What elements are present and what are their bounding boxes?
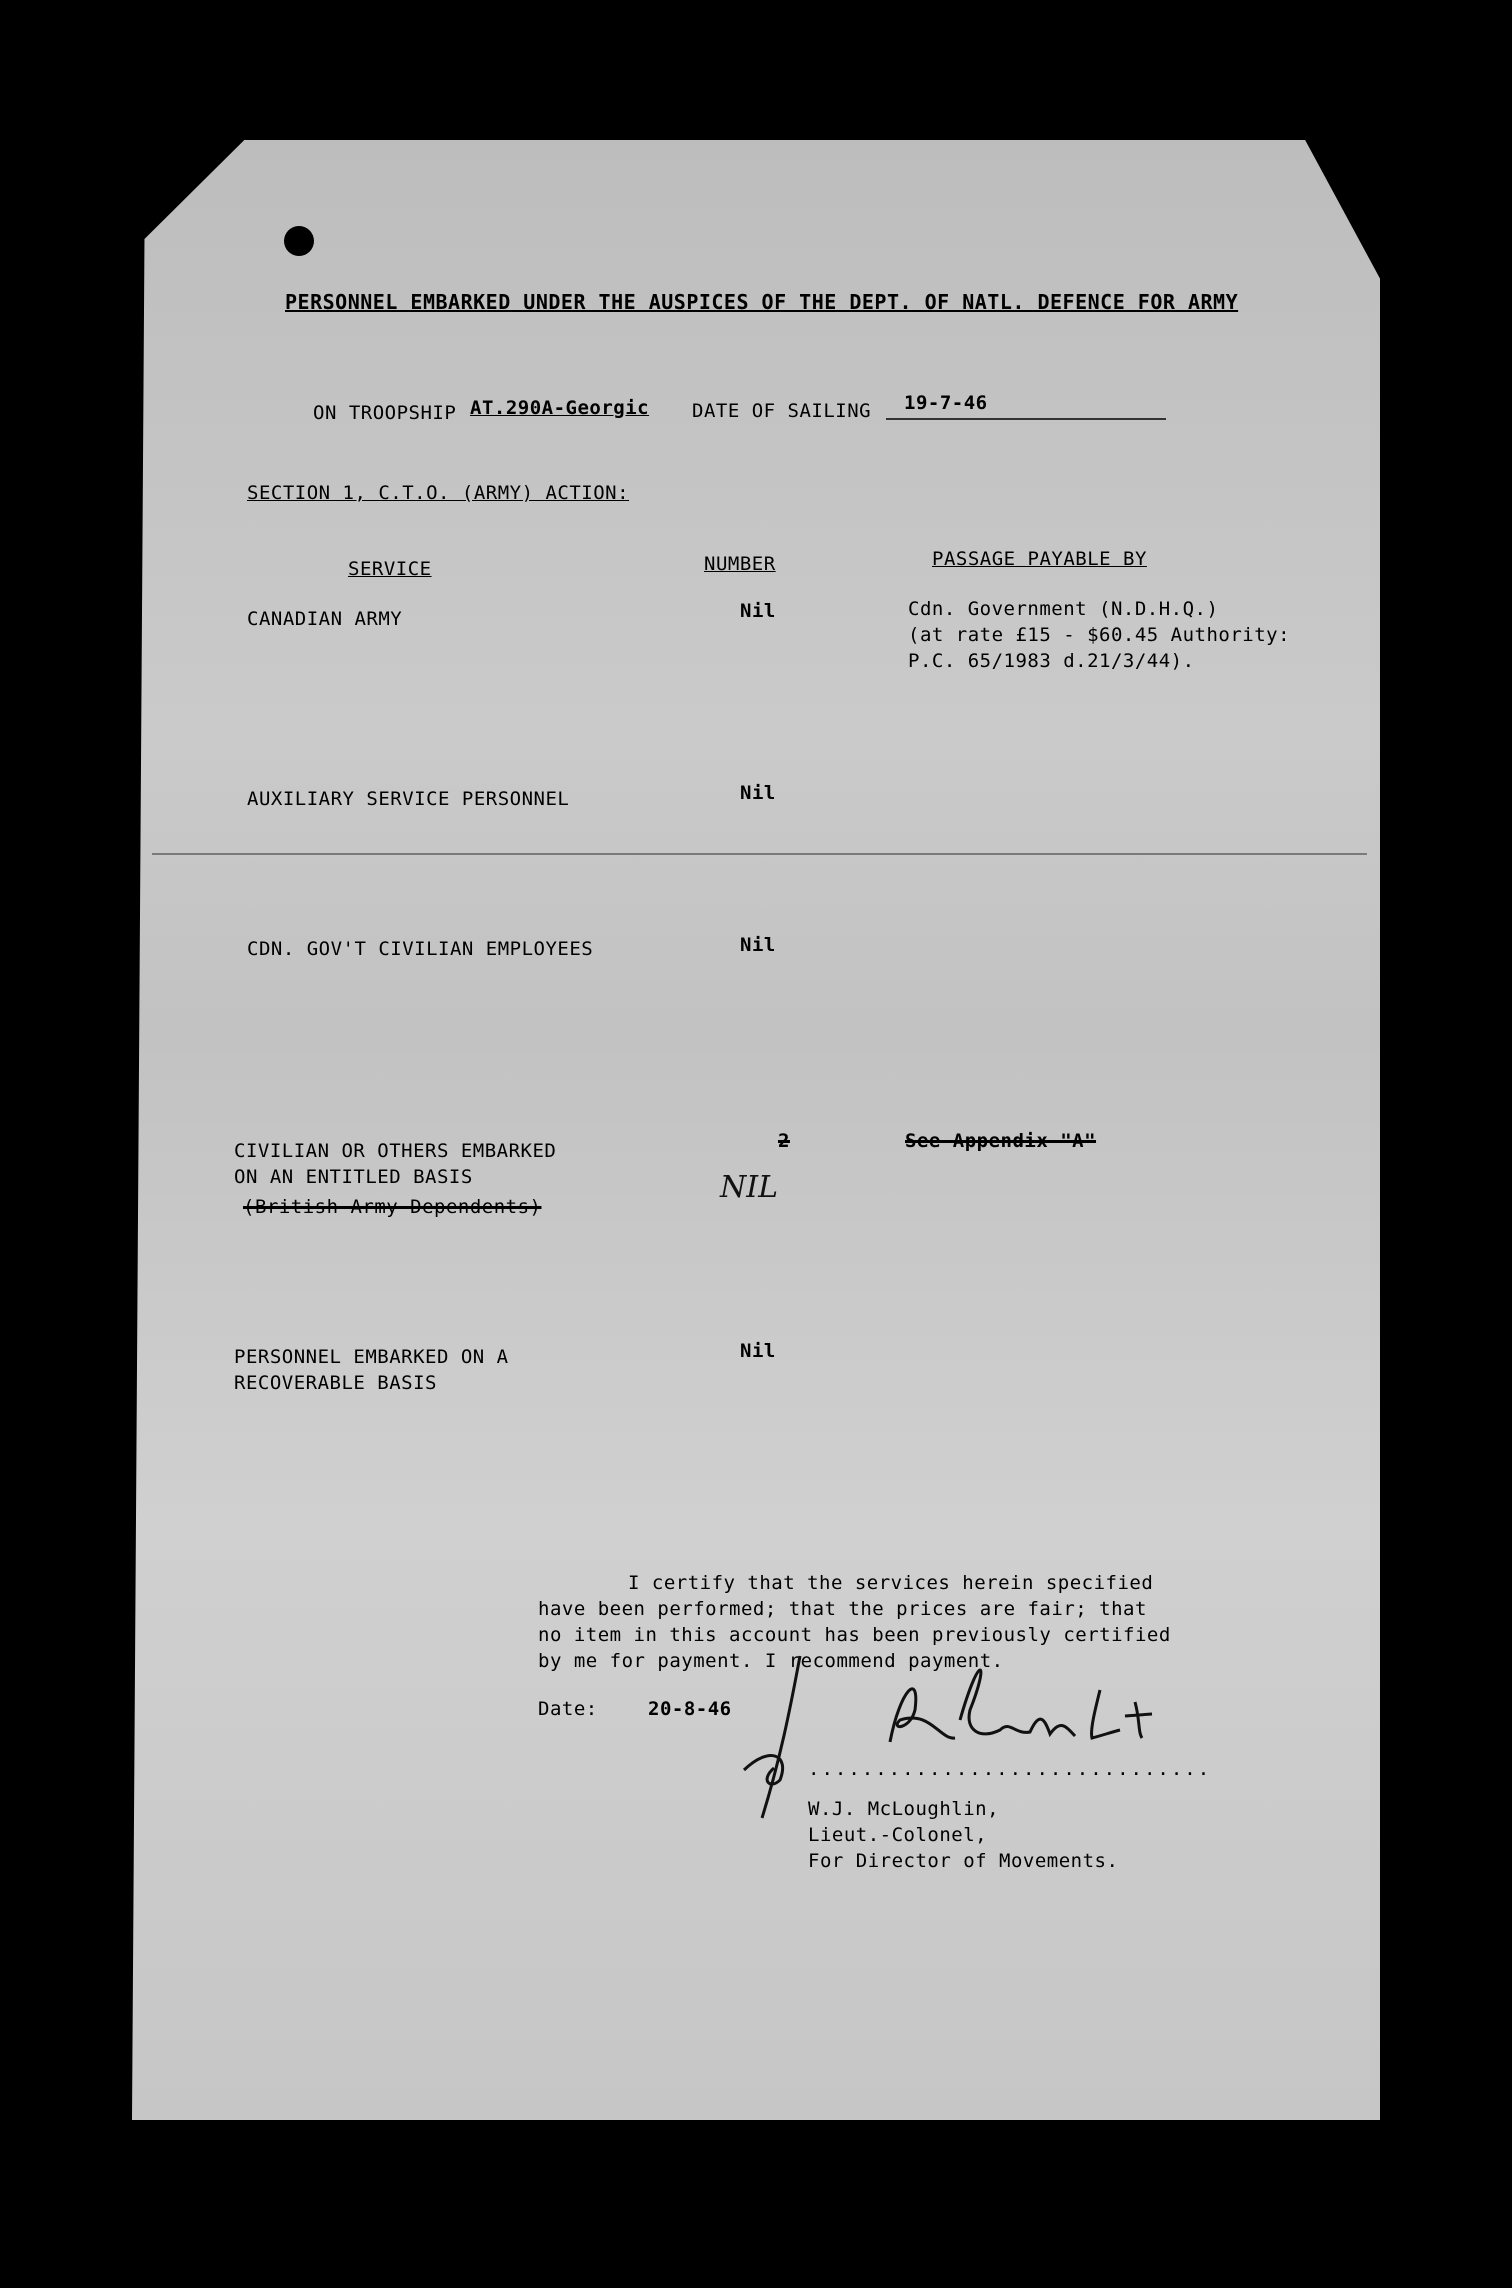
- row-service: ON AN ENTITLED BASIS: [234, 1166, 473, 1188]
- signatory-rank: Lieut.-Colonel,: [808, 1824, 988, 1846]
- passage-line: Cdn. Government (N.D.H.Q.): [908, 598, 1219, 620]
- punch-hole: [284, 226, 314, 256]
- document-title: PERSONNEL EMBARKED UNDER THE AUSPICES OF THE DEPT. OF NATL. DEFENCE FOR ARMY: [285, 290, 1239, 314]
- row-service: CIVILIAN OR OTHERS EMBARKED: [234, 1140, 557, 1162]
- signature-dots: ..............................: [808, 1758, 1212, 1780]
- sailing-value: 19-7-46: [904, 392, 988, 414]
- passage-struck: See Appendix "A": [905, 1130, 1097, 1152]
- passage-line: (at rate £15 - $60.45 Authority:: [908, 624, 1291, 646]
- header-number: NUMBER: [704, 553, 776, 575]
- certification-line: I certify that the services herein specified: [628, 1572, 1154, 1594]
- row-service: CDN. GOV'T CIVILIAN EMPLOYEES: [247, 938, 594, 960]
- row-number: Nil: [740, 782, 776, 804]
- fold-line: [152, 853, 1367, 855]
- signature-handwriting: [740, 1650, 1220, 1820]
- signatory-name: W.J. McLoughlin,: [808, 1798, 1000, 1820]
- troopship-value: AT.290A-Georgic: [470, 397, 650, 419]
- row-service: AUXILIARY SERVICE PERSONNEL: [247, 788, 570, 810]
- row-number-struck: 2: [778, 1130, 790, 1152]
- row-service-struck: (British Army Dependents): [243, 1196, 542, 1218]
- signatory-office: For Director of Movements.: [808, 1850, 1119, 1872]
- certification-line: have been performed; that the prices are fair; that: [538, 1598, 1147, 1620]
- row-service: CANADIAN ARMY: [247, 608, 403, 630]
- handwritten-nil: NIL: [720, 1170, 779, 1205]
- row-service: PERSONNEL EMBARKED ON A: [234, 1346, 509, 1368]
- sailing-label: DATE OF SAILING: [692, 400, 872, 422]
- section-heading: SECTION 1, C.T.O. (ARMY) ACTION:: [247, 482, 630, 504]
- row-service: RECOVERABLE BASIS: [234, 1372, 437, 1394]
- sailing-underline: [886, 418, 1166, 420]
- certification-line: no item in this account has been previously certified: [538, 1624, 1171, 1646]
- passage-line: P.C. 65/1983 d.21/3/44).: [908, 650, 1195, 672]
- date-value: 20-8-46: [648, 1698, 732, 1720]
- header-passage: PASSAGE PAYABLE BY: [932, 548, 1147, 570]
- date-label: Date:: [538, 1698, 598, 1720]
- header-service: SERVICE: [348, 558, 432, 580]
- certification-line: by me for payment. I recommend payment.: [538, 1650, 1004, 1672]
- document-sheet: [132, 140, 1380, 2120]
- troopship-label: ON TROOPSHIP: [313, 402, 457, 424]
- row-number: Nil: [740, 1340, 776, 1362]
- row-number: Nil: [740, 600, 776, 622]
- row-number: Nil: [740, 934, 776, 956]
